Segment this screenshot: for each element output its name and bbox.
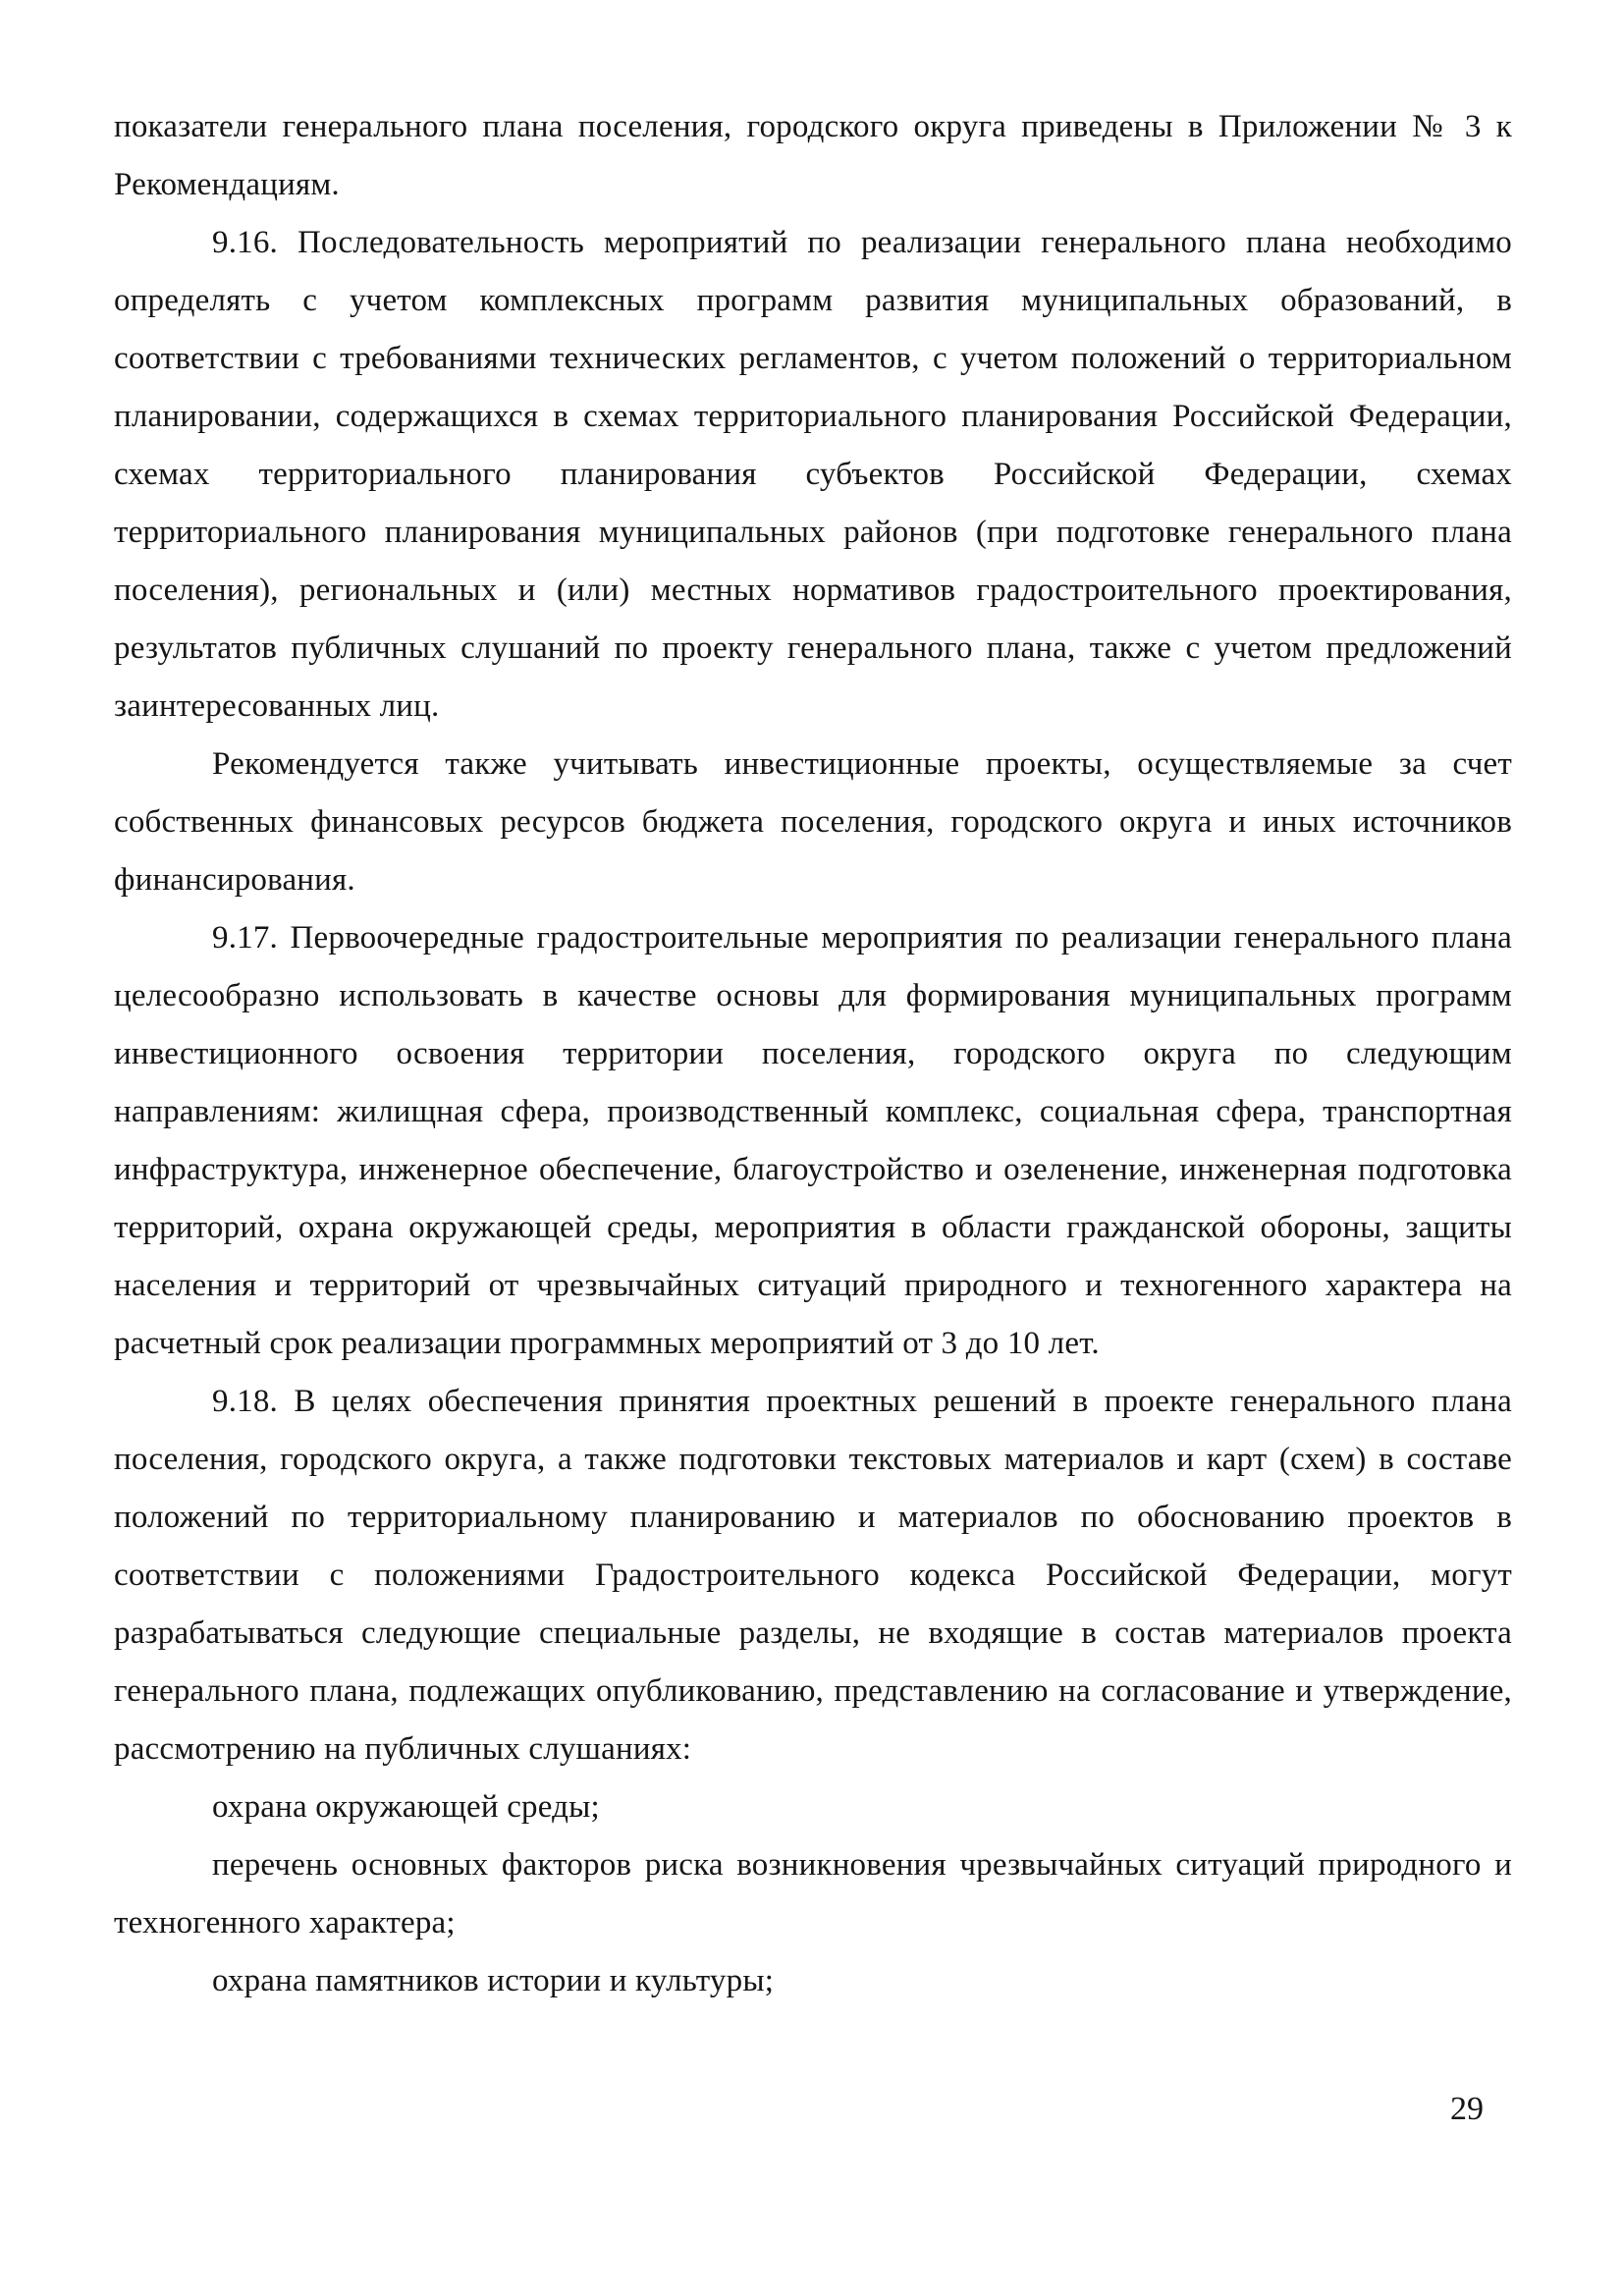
paragraph-9-17: 9.17. Первоочередные градостроительные мероприятия по реализации генерального плана целесообразно использовать в качестве основы для формирования муниципальных программ инвестиционного освоения территории поселения, городского округа по следующим направлениям: жилищная сфера, производственный комплекс, социальная сфера, транспортная инфраструктура, инженерное обеспечение, благоустройство и озеленение, инженерная подготовка территорий, охрана окружающей среды, мероприятия в области гражданской обороны, защиты населения и территорий от чрезвычайных ситуаций природного и техногенного характера на расчетный срок реализации программных мероприятий от 3 до 10 лет. [114,920,1512,1361]
paragraph-continuation: показатели генерального плана поселения, городского округа приведены в Приложении № 3 к Рекомендациям. [114,109,1512,202]
list-item-risk-factors: перечень основных факторов риска возникновения чрезвычайных ситуаций природного и техногенного характера; [114,1847,1512,1941]
page-number: 29 [1450,2091,1484,2127]
paragraph-9-16: 9.16. Последовательность мероприятий по реализации генерального плана необходимо определять с учетом комплексных программ развития муниципальных образований, в соответствии с требованиями технических регламентов, с учетом положений о территориальном планировании, содержащихся в схемах территориального планирования Российской Федерации, схемах территориального планирования субъектов Российской Федерации, схемах территориального планирования муниципальных районов (при подготовке генерального плана поселения), региональных и (или) местных нормативов градостроительного проектирования, результатов публичных слушаний по проекту генерального плана, также с учетом предложений заинтересованных лиц. [114,225,1512,724]
list-item-environment: охрана окружающей среды; [212,1789,600,1825]
document-body [114,98,1512,2010]
paragraph-recommendation: Рекомендуется также учитывать инвестиционные проекты, осуществляемые за счет собственных финансовых ресурсов бюджета поселения, городского округа и иных источников финансирования. [114,746,1512,898]
paragraph-9-18: 9.18. В целях обеспечения принятия проектных решений в проекте генерального плана поселения, городского округа, а также подготовки текстовых материалов и карт (схем) в составе положений по территориальному планированию и материалов по обоснованию проектов в соответствии с положениями Градостроительного кодекса Российской Федерации, могут разрабатываться следующие специальные разделы, не входящие в состав материалов проекта генерального плана, подлежащих опубликованию, представлению на согласование и утверждение, рассмотрению на публичных слушаниях: [114,1384,1512,1767]
list-item-monuments: охрана памятников истории и культуры; [212,1963,775,1998]
